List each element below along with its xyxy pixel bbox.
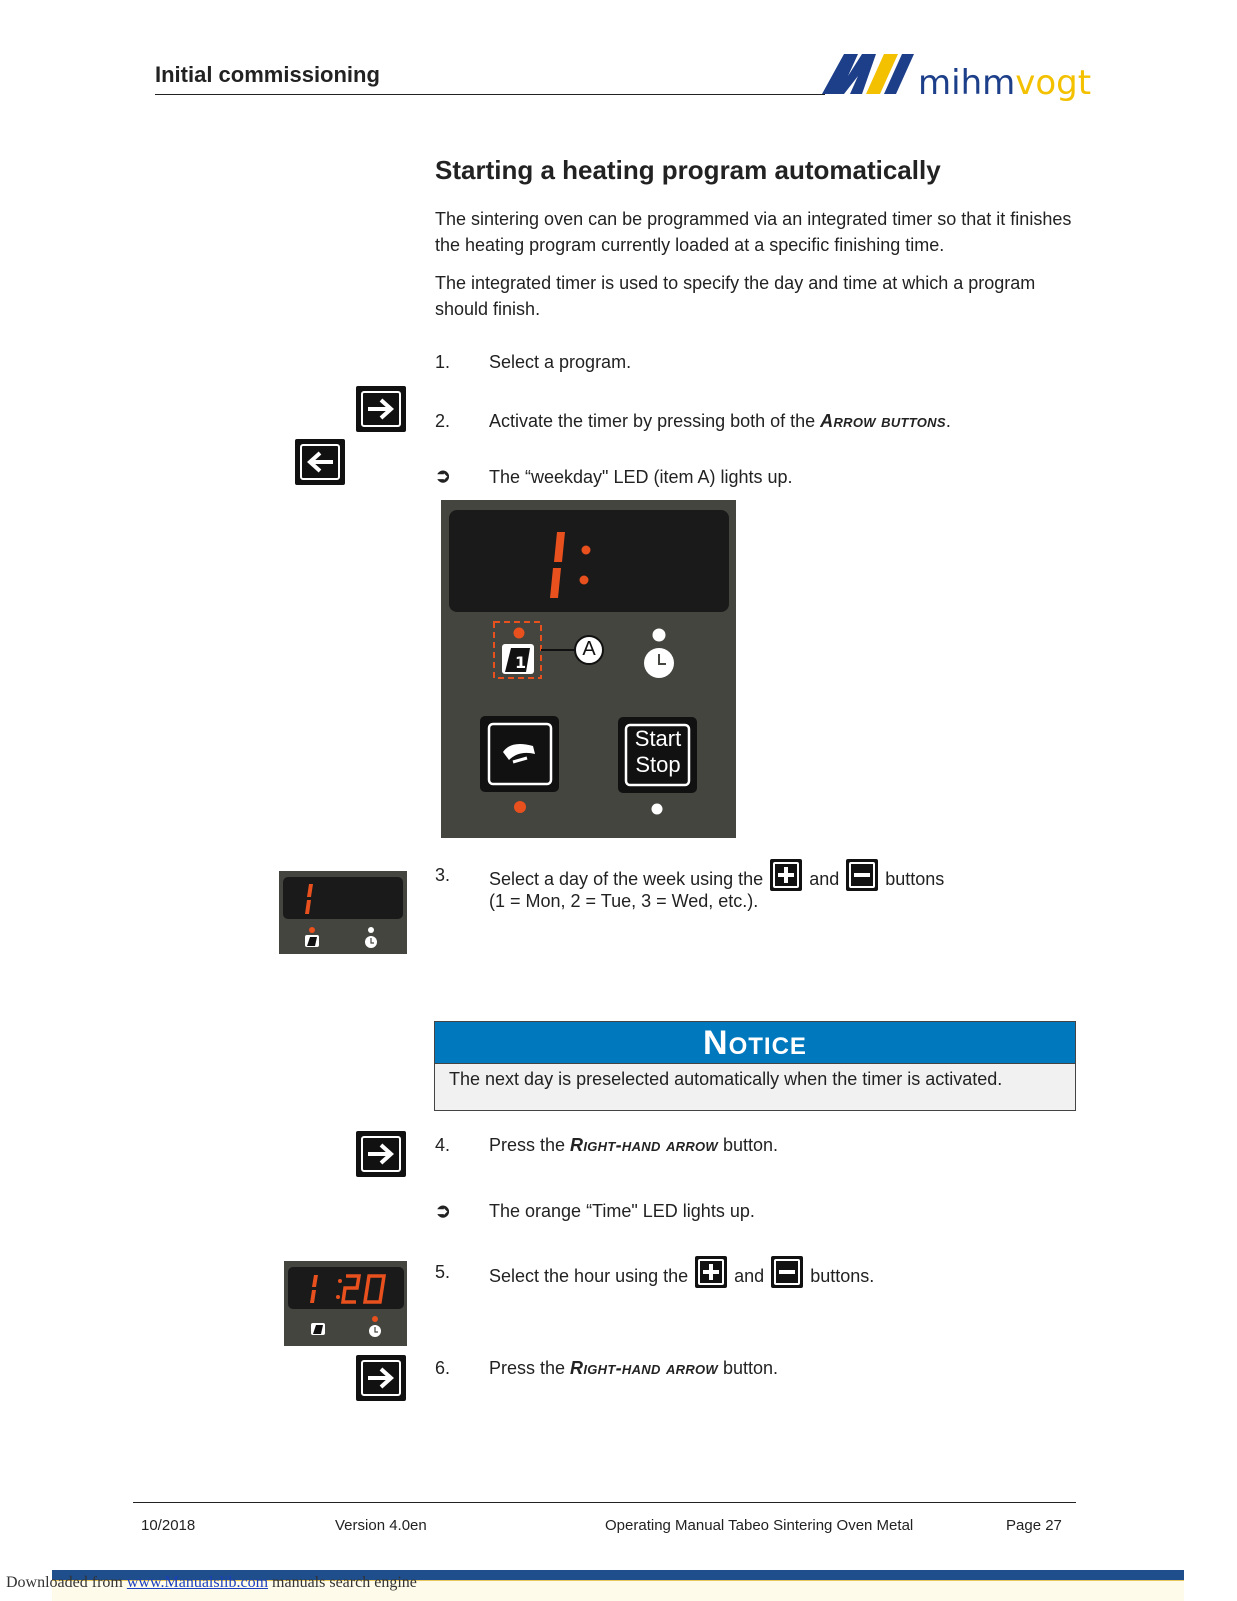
right-arrow-key-icon xyxy=(356,386,406,432)
panel-controls xyxy=(441,500,736,838)
download-banner-text: Downloaded from www.Manualslib.com manuals search engine xyxy=(6,1574,417,1591)
step-3-text: Select a day of the week using the and buttons xyxy=(489,859,944,891)
plus-button-icon xyxy=(770,859,802,891)
footer-version: Version 4.0en xyxy=(335,1517,427,1534)
program-led xyxy=(514,801,526,813)
mihmvogt-logo xyxy=(822,50,1102,106)
minus-button-icon xyxy=(846,859,878,891)
right-arrow-key-icon xyxy=(356,1355,406,1401)
weekday-led xyxy=(514,628,525,639)
mini-display-time-illustration xyxy=(284,1261,407,1346)
right-arrow-key-icon xyxy=(356,1131,406,1177)
step-2-text: Activate the timer by pressing both of the Arrow buttons. xyxy=(489,411,951,431)
result-1-symbol: ➲ xyxy=(435,466,451,487)
time-led xyxy=(653,629,666,642)
logo-mark xyxy=(822,50,1102,106)
notice-text: The next day is preselected automatically when the timer is activated. xyxy=(449,1069,1003,1089)
page-title: Starting a heating program automatically xyxy=(435,155,941,185)
notice-box xyxy=(434,1021,1076,1111)
arrow-buttons-term: Arrow buttons xyxy=(820,411,946,431)
start-stop-led xyxy=(652,804,663,815)
footer-date: 10/2018 xyxy=(141,1517,196,1534)
callout-a-label: A xyxy=(582,638,596,660)
mini-display-day-illustration xyxy=(279,871,407,954)
step-6-number: 6. xyxy=(435,1358,451,1378)
control-panel-illustration xyxy=(441,500,736,838)
footer-page-number: Page 27 xyxy=(1006,1517,1062,1534)
program-button xyxy=(480,716,559,792)
step-1-number: 1. xyxy=(435,352,451,372)
footer-rule xyxy=(133,1502,1076,1503)
start-stop-label xyxy=(629,726,687,778)
step-6-text: Press the Right-hand arrow button. xyxy=(489,1358,779,1378)
step-3-number: 3. xyxy=(435,865,451,885)
notice-title: Notice xyxy=(703,1024,807,1062)
step-4-number: 4. xyxy=(435,1135,451,1155)
plus-button-icon xyxy=(695,1256,727,1288)
stop-label: Stop xyxy=(635,752,681,777)
footer-manual-title: Operating Manual Tabeo Sintering Oven Metal xyxy=(605,1517,914,1534)
result-2-text: The orange “Time" LED lights up. xyxy=(489,1201,755,1221)
step-3-detail: (1 = Mon, 2 = Tue, 3 = Wed, etc.). xyxy=(489,891,759,911)
step-1-text: Select a program. xyxy=(489,352,632,372)
header-section-title: Initial commissioning xyxy=(155,62,380,87)
start-label: Start xyxy=(634,726,682,751)
logo-wordmark: mihmvogt xyxy=(918,63,1092,103)
minus-button-icon xyxy=(771,1256,803,1288)
step-2-number: 2. xyxy=(435,411,451,431)
header-rule xyxy=(155,94,825,95)
svg-text:1: 1 xyxy=(515,653,527,672)
right-hand-arrow-term: Right-hand arrow xyxy=(570,1358,718,1378)
manualslib-link[interactable]: www.Manualslib.com xyxy=(126,1574,269,1591)
intro-paragraph-2: The integrated timer is used to specify the day and time at which a program should finish. xyxy=(435,273,1036,319)
step-5-text: Select the hour using the and buttons. xyxy=(489,1256,874,1288)
intro-paragraph-1: The sintering oven can be programmed via an integrated timer so that it finishes the heating program currently loaded at a specific finishing time. xyxy=(435,209,1072,255)
result-1-text: The “weekday" LED (item A) lights up. xyxy=(489,467,793,487)
step-4-text: Press the Right-hand arrow button. xyxy=(489,1135,779,1155)
step-5-number: 5. xyxy=(435,1262,451,1282)
notice-header xyxy=(435,1022,1075,1064)
result-2-symbol: ➲ xyxy=(435,1201,451,1222)
left-arrow-key-icon xyxy=(295,439,345,485)
right-hand-arrow-term: Right-hand arrow xyxy=(570,1135,718,1155)
